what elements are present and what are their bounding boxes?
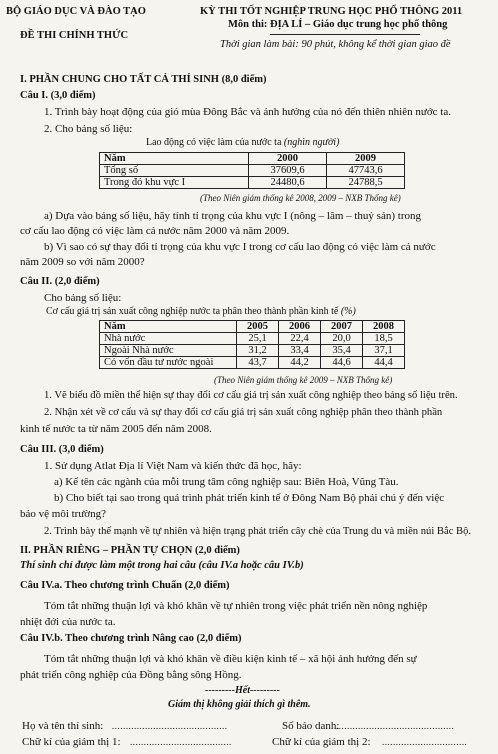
table-header: 2005 [237,321,279,333]
q1-b-line1: b) Vì sao có sự thay đổi tỉ trọng của khu vực I trong cơ cấu lao động có việc làm cả nước [44,241,436,253]
table-cell: Ngoài Nhà nước [100,345,237,357]
table-cell: 20,0 [321,333,363,345]
table-row [100,165,405,177]
invigilator-note: Giám thị không giải thích gì thêm. [168,699,311,710]
q1-item2: 2. Cho bảng số liệu: [44,123,133,135]
table-header: 2007 [321,321,363,333]
q4b-line1: Tóm tắt những thuận lợi và khó khăn về điều kiện kinh tế – xã hội ảnh hưởng đến sự [44,653,417,665]
table-cell: 47743,6 [327,165,405,177]
table-cell: 18,5 [363,333,405,345]
q3-b-line2: bảo vệ môi trường? [20,508,107,520]
part2-title: II. PHẦN RIÊNG – PHẦN TỰ CHỌN (2,0 điểm) [20,545,240,556]
header-underline [270,34,420,35]
q2-title: Câu II. (2,0 điểm) [20,276,100,287]
q3-item2: 2. Trình bày thế mạnh về tự nhiên và hiện trạng phát triển cây chè của Trung du và miền núi Bắc Bộ. [44,526,472,537]
signature2-label: Chữ kí của giám thị 2: [272,736,371,748]
q1-labour-table [99,152,405,189]
q2-item2-line1: 2. Nhận xét về cơ cấu và sự thay đổi cơ cấu giá trị sản xuất công nghiệp phân theo thành phần [44,407,443,418]
subject-line: Môn thi: ĐỊA LÍ – Giáo dục trung học phổ thông [228,19,448,30]
table-cell: Tổng số [100,165,249,177]
signature1-label: Chữ kí của giám thị 1: [22,736,121,748]
table-cell: Trong đó khu vực I [100,177,249,189]
q1-b-line2: năm 2009 so với năm 2000? [20,256,145,268]
q1-a-line2: cơ cấu lao động có việc làm cả nước năm 2000 và năm 2009. [20,225,290,237]
table-cell: 31,2 [237,345,279,357]
registration-number-label: Số báo danh: [282,720,340,732]
table-row [100,357,405,369]
q1-source: (Theo Niên giám thống kê 2008, 2009 – NXB Thống kê) [200,193,401,203]
table-cell: 24480,6 [249,177,327,189]
registration-number-field[interactable]: ........................................... [336,721,455,731]
q1-title: Câu I. (3,0 điểm) [20,90,96,101]
q1-table-caption: Lao động có việc làm của nước ta (nghìn người) [146,137,340,148]
table-cell: 43,7 [237,357,279,369]
table-cell: 37,1 [363,345,405,357]
candidate-name-label: Họ và tên thí sinh: [22,720,104,732]
table-cell: 37609,6 [249,165,327,177]
q2-source: (Theo Niên giám thống kê 2009 – NXB Thống kê) [214,375,393,385]
q3-b-line1: b) Cho biết tại sao trong quá trình phát triển kinh tế ở Đông Nam Bộ phải chú ý đến việc [54,492,445,504]
q4a-title: Câu IV.a. Theo chương trình Chuẩn (2,0 điểm) [20,580,230,591]
q3-a: a) Kể tên các ngành của mỗi trung tâm công nghiệp sau: Biên Hoà, Vũng Tàu. [54,476,399,488]
part1-title: I. PHẦN CHUNG CHO TẤT CẢ THÍ SINH (8,0 điểm) [20,74,267,85]
table-row [100,177,405,189]
table-cell: 25,1 [237,333,279,345]
q4a-line2: nhiệt đới của nước ta. [20,616,116,628]
table-header: 2008 [363,321,405,333]
table-header: Năm [100,153,249,165]
table-cell: 44,2 [279,357,321,369]
table-cell: 24788,5 [327,177,405,189]
q2-item1: 1. Vẽ biểu đồ miền thể hiện sự thay đổi cơ cấu giá trị sản xuất công nghiệp theo bảng số liệu trên. [44,390,458,401]
table-header: 2009 [327,153,405,165]
q2-intro: Cho bảng số liệu: [44,292,122,304]
q3-item1: 1. Sử dụng Atlat Địa lí Việt Nam và kiến thức đã học, hãy: [44,460,302,472]
official-exam-label: ĐỀ THI CHÍNH THỨC [20,30,129,41]
end-marker: ---------Hết--------- [205,685,280,696]
table-cell: 33,4 [279,345,321,357]
q2-industry-table [99,320,405,369]
signature1-field[interactable]: ..................................... [130,737,232,747]
q4b-line2: phát triển công nghiệp của Đồng bằng sông Hồng. [20,669,242,681]
table-cell: 22,4 [279,333,321,345]
part2-note: Thí sinh chỉ được làm một trong hai câu (câu IV.a hoặc câu IV.b) [20,560,304,571]
table-row [100,345,405,357]
candidate-name-field[interactable]: .......................................... [112,721,228,731]
table-header: 2006 [279,321,321,333]
table-cell: 44,4 [363,357,405,369]
q4a-line1: Tóm tắt những thuận lợi và khó khăn về tự nhiên trong việc phát triển nền nông nghiệp [44,600,428,612]
table-row [100,333,405,345]
q2-item2-line2: kinh tế nước ta từ năm 2005 đến năm 2008. [20,423,212,435]
q1-a-line1: a) Dựa vào bảng số liệu, hãy tính tỉ trọng của khu vực I (nông – lâm – thuỷ sản) trong [44,210,421,222]
table-cell: 35,4 [321,345,363,357]
q1-item1: 1. Trình bày hoạt động của gió mùa Đông Bắc và ảnh hưởng của nó đến thiên nhiên nước ta. [44,106,451,118]
signature2-field[interactable]: ............................... [382,737,468,747]
table-cell: Nhà nước [100,333,237,345]
table-header: Năm [100,321,237,333]
q4b-title: Câu IV.b. Theo chương trình Nâng cao (2,0 điểm) [20,633,242,644]
ministry-name: BỘ GIÁO DỤC VÀ ĐÀO TẠO [6,6,146,17]
q3-title: Câu III. (3,0 điểm) [20,444,104,455]
q2-table-caption: Cơ cấu giá trị sản xuất công nghiệp nước ta phân theo thành phần kinh tế (%) [46,306,356,317]
table-header: 2000 [249,153,327,165]
table-cell: 44,6 [321,357,363,369]
table-cell: Có vốn đầu tư nước ngoài [100,357,237,369]
exam-title: KỲ THI TỐT NGHIỆP TRUNG HỌC PHỔ THÔNG 2011 [200,6,463,17]
time-line: Thời gian làm bài: 90 phút, không kể thời gian giao đề [220,39,451,50]
